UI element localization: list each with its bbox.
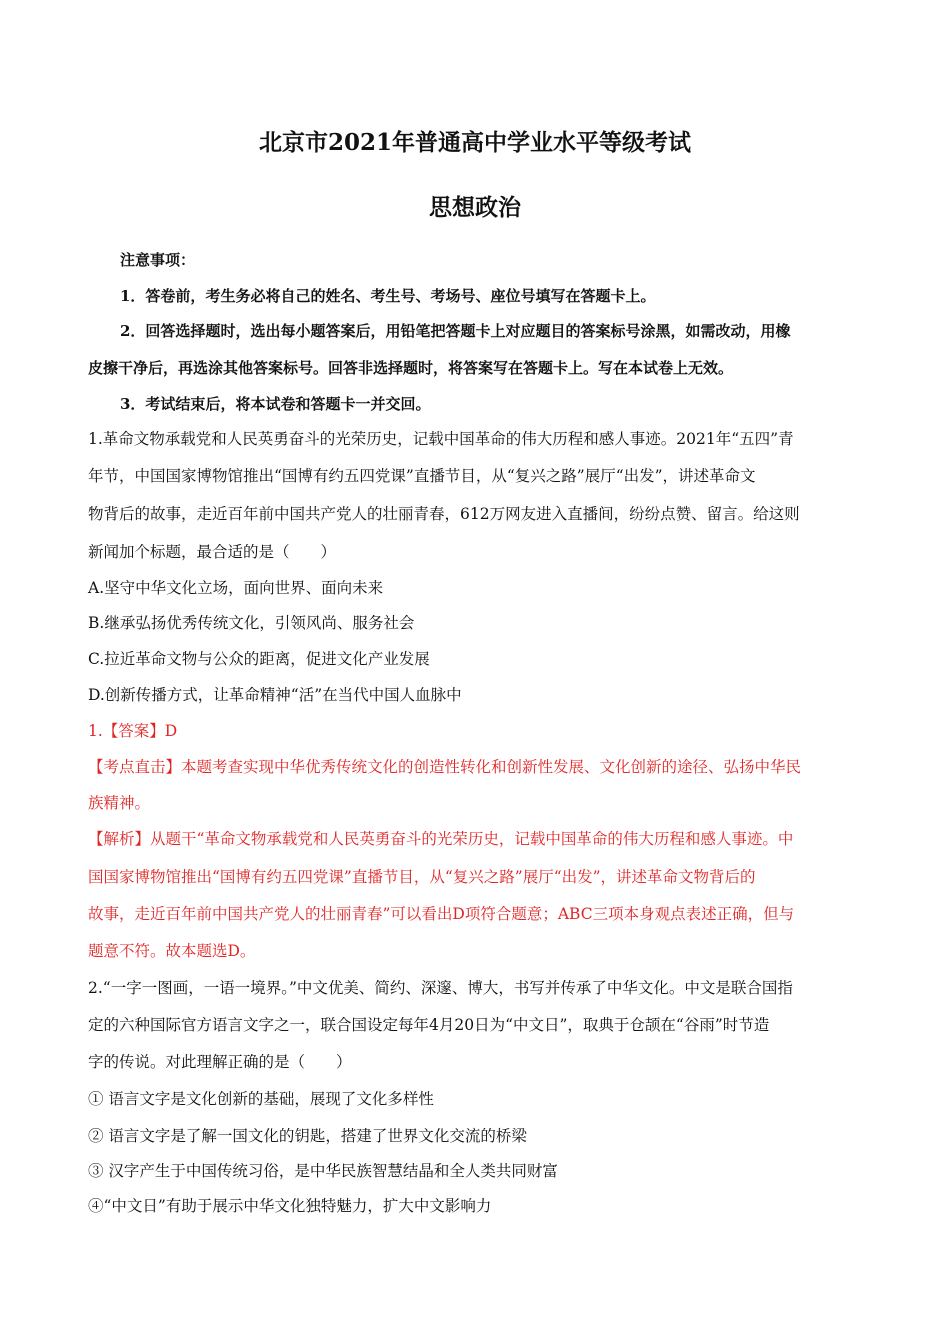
q2-item-4: ④“中文日”有助于展示中华文化独特魅力，扩大中文影响力 — [88, 1197, 492, 1215]
q1-option-a: A.坚守中华文化立场，面向世界、面向未来 — [88, 579, 384, 597]
q1-option-c: C.拉近革命文物与公众的距离，促进文化产业发展 — [88, 650, 430, 668]
exam-title: 北京市2021年普通高中学业水平等级考试 — [258, 129, 691, 156]
q2-item-2: ② 语言文字是了解一国文化的钥匙，搭建了世界文化交流的桥梁 — [88, 1127, 527, 1145]
q1-jiexi-line: 国国家博物馆推出“国博有约五四党课”直播节目，从“复兴之路”展厅“出发”，讲述革命文物背后的 — [88, 868, 756, 886]
notice-item: 2．回答选择题时，选出每小题答案后，用铅笔把答题卡上对应题目的答案标号涂黑，如需改动，用橡 — [120, 322, 791, 340]
q1-jiexi-line: 故事，走近百年前中国共产党人的壮丽青春”可以看出D项符合题意；ABC三项本身观点表述正确，但与 — [88, 905, 795, 923]
q1-jiexi-line: 【解析】从题干“革命文物承载党和人民英勇奋斗的光荣历史，记载中国革命的伟大历程和感人事迹。中 — [88, 830, 794, 848]
notice-item: 3．考试结束后，将本试卷和答题卡一并交回。 — [120, 395, 431, 413]
q1-answer: 1.【答案】D — [88, 722, 178, 740]
q1-stem-line: 年节，中国国家博物馆推出“国博有约五四党课”直播节目，从“复兴之路”展厅“出发”，讲述革命文 — [88, 467, 756, 485]
q2-stem-line: 定的六种国际官方语言文字之一，联合国设定每年4月20日为“中文日”，取典于仓颉在“谷雨”时节造 — [88, 1016, 770, 1034]
q2-item-1: ① 语言文字是文化创新的基础，展现了文化多样性 — [88, 1090, 434, 1108]
notice-item: 皮擦干净后，再选涂其他答案标号。回答非选择题时，将答案写在答题卡上。写在本试卷上无效。 — [88, 359, 734, 377]
notice-item: 1．答卷前，考生务必将自己的姓名、考生号、考场号、座位号填写在答题卡上。 — [120, 287, 656, 305]
q1-kaodian-line: 【考点直击】本题考查实现中华优秀传统文化的创造性转化和创新性发展、文化创新的途径、弘扬中华民 — [88, 758, 802, 776]
q1-kaodian-line: 族精神。 — [88, 794, 151, 812]
subject-title: 思想政治 — [429, 194, 521, 221]
q2-item-3: ③ 汉字产生于中国传统习俗，是中华民族智慧结晶和全人类共同财富 — [88, 1162, 558, 1180]
q1-jiexi-line: 题意不符。故本题选D。 — [88, 942, 256, 960]
notice-heading: 注意事项： — [120, 251, 196, 269]
q1-stem-line: 1.革命文物承载党和人民英勇奋斗的光荣历史，记载中国革命的伟大历程和感人事迹。2021年“五四”青 — [88, 430, 794, 448]
q1-stem-line: 物背后的故事，走近百年前中国共产党人的壮丽青春，612万网友进入直播间，纷纷点赞、留言。给这则 — [88, 505, 800, 523]
q1-option-b: B.继承弘扬优秀传统文化，引领风尚、服务社会 — [88, 614, 415, 632]
q1-stem-line: 新闻加个标题，最合适的是（ ） — [88, 543, 337, 561]
q2-stem-line: 2.“一字一图画，一语一境界。”中文优美、简约、深邃、博大，书写并传承了中华文化。中文是联合国指 — [88, 979, 793, 997]
q2-stem-line: 字的传说。对此理解正确的是（ ） — [88, 1053, 352, 1071]
q1-option-d: D.创新传播方式，让革命精神“活”在当代中国人血脉中 — [88, 686, 462, 704]
